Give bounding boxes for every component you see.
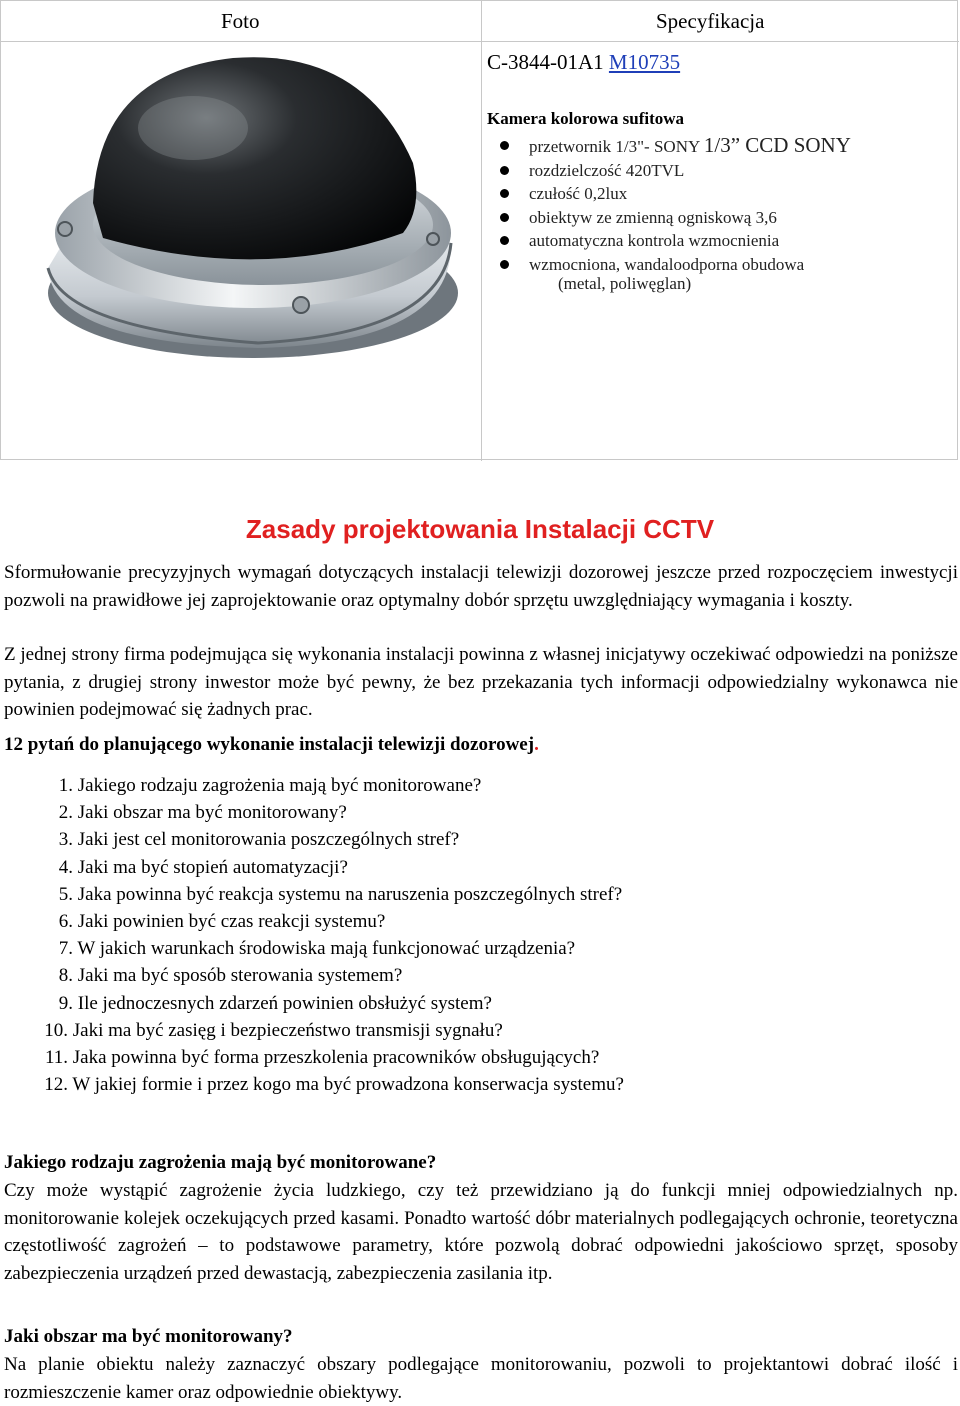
list-item: 4. Jaki ma być stopień automatyzacji?	[58, 856, 348, 878]
list-item: 12. W jakiej formie i przez kogo ma być prowadzona konserwacja systemu?	[44, 1074, 624, 1096]
list-item: 9. Ile jednoczesnych zdarzeń powinien obsłużyć system?	[58, 992, 492, 1014]
section1-title: Jakiego rodzaju zagrożenia mają być monitorowane?	[4, 1152, 437, 1173]
list-item: 2. Jaki obszar ma być monitorowany?	[58, 802, 347, 824]
section2-text: Na planie obiektu należy zaznaczyć obszary podlegające monitorowaniu, pozwoli to projektantowi dobrać ilość i rozmieszczenie kamer oraz odpowiednie obiektywy.	[4, 1354, 958, 1403]
spec-item: automatyczna kontrola wzmocnienia	[529, 229, 851, 253]
table-header-photo: Foto	[221, 9, 260, 33]
list-item: 5. Jaka powinna być reakcja systemu na naruszenia poszczególnych stref?	[58, 883, 623, 905]
spec-item: czułość 0,2lux	[529, 182, 851, 206]
table-header-divider	[1, 41, 959, 42]
spec-item: wzmocniona, wandaloodporna obudowa	[529, 253, 851, 277]
spec-table	[0, 0, 958, 460]
list-item: 3. Jaki jest cel monitorowania poszczególnych stref?	[58, 829, 460, 851]
spec-item: przetwornik 1/3"- SONY 1/3” CCD SONY	[529, 134, 851, 159]
camera-title: Kamera kolorowa sufitowa	[487, 109, 685, 128]
list-item: 11. Jaka powinna być forma przeszkolenia pracowników obsługujących?	[44, 1047, 600, 1069]
page-heading: Zasady projektowania Instalacji CCTV	[245, 514, 715, 544]
section1-text: Czy może wystąpić zagrożenie życia ludzkiego, czy też przewidziano ją do funkcji mniej odpowiedzialnych np. monitorowanie kolejek oczekujących przed kasami. Ponadto wartość dóbr materialnych podlegających ochronie, teoretyczna częstotliwość zagrożeń – to podstawowe parametry, które pozwolą dobrać odpowiedni jakościowo sprzęt, sposoby zabezpieczenia urządzeń przed dewastacją, zabezpieczenia zasilania itp.	[4, 1180, 958, 1284]
questions-title: 12 pytań do planującego wykonanie instalacji telewizji dozorowej.	[4, 734, 539, 755]
list-item: 10. Jaki ma być zasięg i bezpieczeństwo transmisji sygnału?	[44, 1019, 503, 1041]
bullet-icon	[500, 213, 509, 222]
intro-paragraph-1: Sformułowanie precyzyjnych wymagań dotyczących instalacji telewizji dozorowej jeszcze przed rozpoczęciem inwestycji pozwoli na prawidłowe jej zaprojektowanie oraz optymalny dobór sprzętu uwzględniający wymagania i koszty.	[4, 562, 958, 611]
spec-list	[529, 134, 851, 276]
spec-tail: (metal, poliwęglan)	[558, 274, 692, 293]
list-item: 7. W jakich warunkach środowiska mają funkcjonować urządzenia?	[58, 938, 576, 960]
list-item: 6. Jaki powinien być czas reakcji systemu?	[58, 911, 386, 933]
intro-paragraph-2: Z jednej strony firma podejmująca się wykonania instalacji powinna z własnej inicjatywy oczekiwać odpowiedzi na poniższe pytania, z drugiej strony inwestor może być pewny, że bez przekazania tych informacji odpowiedzialny wykonawca nie powinien podejmować się żadnych prac.	[4, 644, 958, 720]
table-column-divider	[481, 1, 482, 461]
bullet-icon	[500, 236, 509, 245]
spec-item: obiektyw ze zmienną ogniskową 3,6	[529, 206, 851, 230]
model-code: C-3844-01A1 M10735	[487, 50, 681, 74]
bullet-icon	[500, 260, 509, 269]
spec-item: rozdzielczość 420TVL	[529, 159, 851, 183]
bullet-icon	[500, 189, 509, 198]
list-item: 8. Jaki ma być sposób sterowania systemem?	[58, 965, 403, 987]
questions-list	[4, 772, 624, 1098]
table-header-spec: Specyfikacja	[656, 9, 765, 33]
bullet-icon	[500, 141, 509, 150]
bullet-icon	[500, 166, 509, 175]
section2-title: Jaki obszar ma być monitorowany?	[4, 1326, 293, 1347]
dome-camera-image	[3, 43, 479, 453]
list-item: 1. Jakiego rodzaju zagrożenia mają być monitorowane?	[58, 775, 482, 796]
model-link[interactable]: M10735	[608, 50, 681, 74]
